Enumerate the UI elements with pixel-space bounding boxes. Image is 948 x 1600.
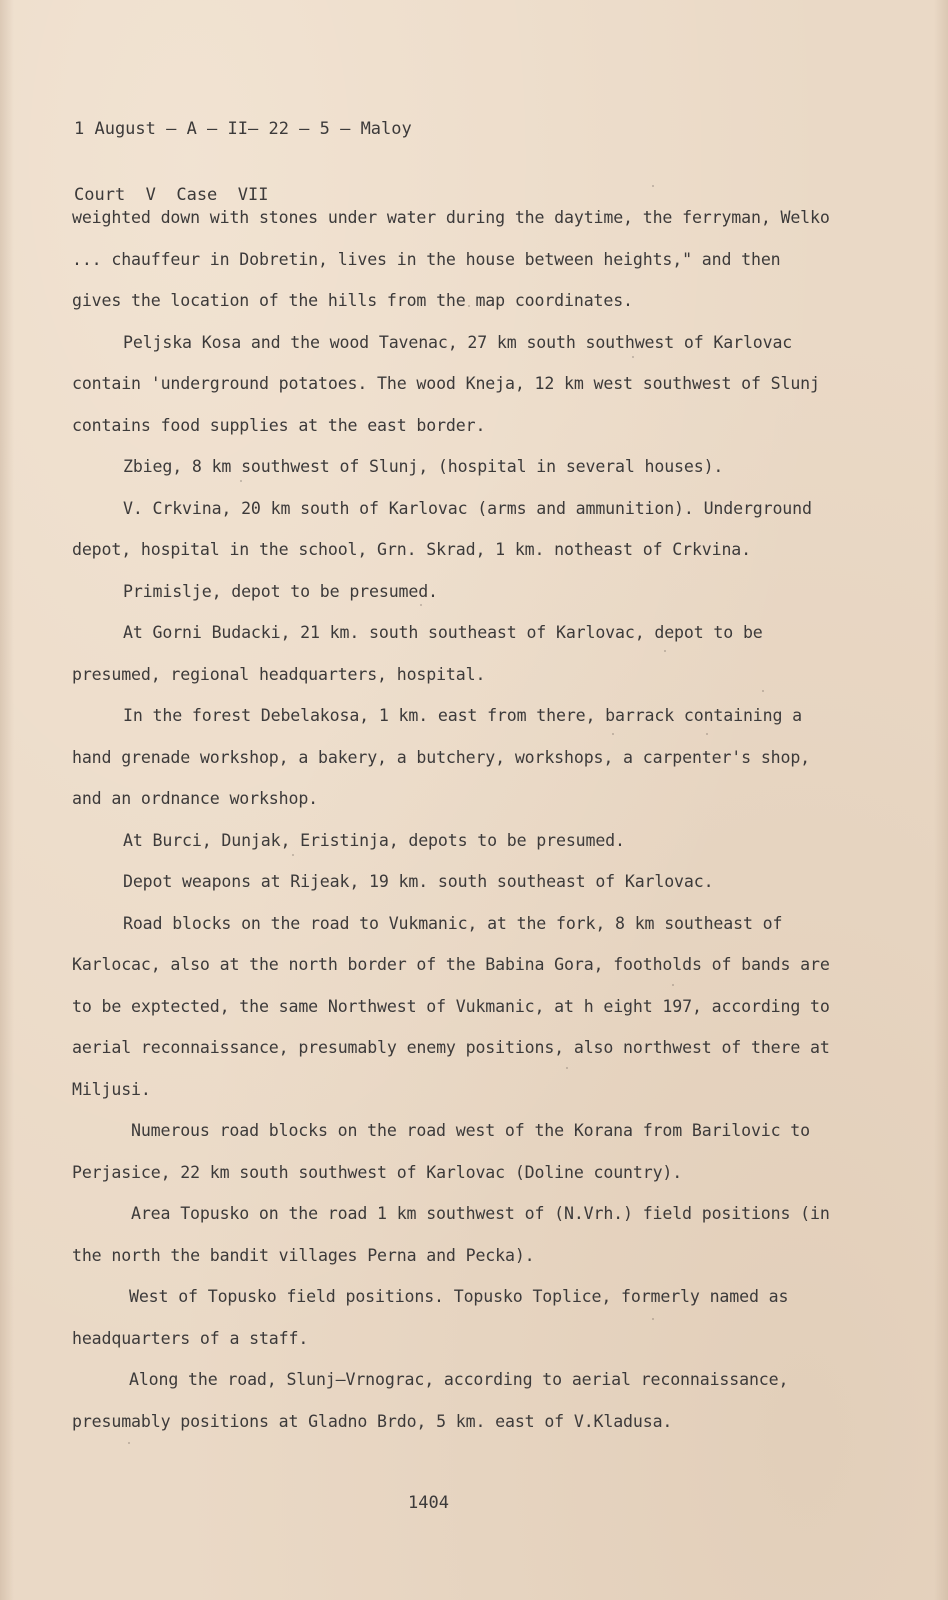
paragraph-gorni-budacki: At Gorni Budacki, 21 km. south southeast of Karlovac, depot to be presumed, regional headquarters, hospital. (72, 623, 763, 684)
paper-speck (128, 1442, 130, 1444)
paragraph-primislje: Primislje, depot to be presumed. (123, 581, 438, 601)
paragraph-continuation: weighted down with stones under water during the daytime, the ferryman, Welko ... chauffeur in Dobretin, lives in the house between heights," and then gives the location of the hills from the map coordinates. (72, 208, 830, 310)
paper-speck (672, 984, 674, 986)
paragraph-crkvina: V. Crkvina, 20 km south of Karlovac (arms and ammunition). Underground depot, hospital in the school, Grn. Skrad, 1 km. notheast of Crkvina. (72, 498, 812, 559)
header-line-court-case: Court V Case VII (74, 185, 269, 205)
paper-speck (468, 305, 470, 307)
page-edge-shadow-right (934, 0, 948, 1600)
page-edge-shadow-left (0, 0, 14, 1600)
paper-speck (612, 733, 614, 735)
paper-speck (706, 733, 708, 735)
paper-speck (420, 604, 422, 606)
header-line-date-reference: 1 August – A – II– 22 – 5 – Maloy (74, 119, 412, 139)
paragraph-burci: At Burci, Dunjak, Eristinja, depots to be presumed. (123, 830, 625, 850)
paragraph-road-blocks-korana: Numerous road blocks on the road west of the Korana from Barilovic to Perjasice, 22 km south southwest of Karlovac (Doline country). (72, 1121, 810, 1182)
paragraph-slunj-vrnograc: Along the road, Slunj–Vrnograc, according to aerial reconnaissance, presumably positions at Gladno Brdo, 5 km. east of V.Kladusa. (72, 1370, 789, 1431)
paragraph-debelakosa: In the forest Debelakosa, 1 km. east from there, barrack containing a hand grenade workshop, a bakery, a butchery, workshops, a carpenter's shop, and an ordnance workshop. (72, 706, 811, 808)
paragraph-road-blocks-vukmanic: Road blocks on the road to Vukmanic, at the fork, 8 km southeast of Karlocac, also at the north border of the Babina Gora, footholds of bands are to be exptected, the same Northwest of Vukmanic, at h eight 197, according to aerial reconnaissance, presumably enemy positions, also northwest of there at Miljusi. (72, 913, 830, 1099)
paper-speck (652, 1318, 654, 1320)
paragraph-topusko-west: West of Topusko field positions. Topusko Toplice, formerly named as headquarters of a staff. (72, 1287, 789, 1348)
paragraph-peljska-kosa: Peljska Kosa and the wood Tavenac, 27 km south southwest of Karlovac contain 'underground potatoes. The wood Kneja, 12 km west southwest of Slunj contains food supplies at the east border. (72, 332, 820, 435)
paragraph-rijeak: Depot weapons at Rijeak, 19 km. south southeast of Karlovac. (123, 872, 714, 891)
paper-speck (240, 480, 242, 482)
paragraph-zbieg: Zbieg, 8 km southwest of Slunj, (hospital in several houses). (123, 457, 724, 476)
document-body (72, 197, 832, 1442)
paper-speck (632, 356, 634, 358)
paragraph-topusko-area: Area Topusko on the road 1 km southwest of (N.Vrh.) field positions (in the north the bandit villages Perna and Pecka). (72, 1204, 830, 1265)
paper-speck (762, 690, 764, 692)
paper-speck (664, 650, 666, 652)
paper-speck (652, 185, 654, 187)
paper-speck (292, 854, 294, 856)
page-number: 1404 (408, 1493, 449, 1513)
paper-speck (566, 1067, 568, 1069)
